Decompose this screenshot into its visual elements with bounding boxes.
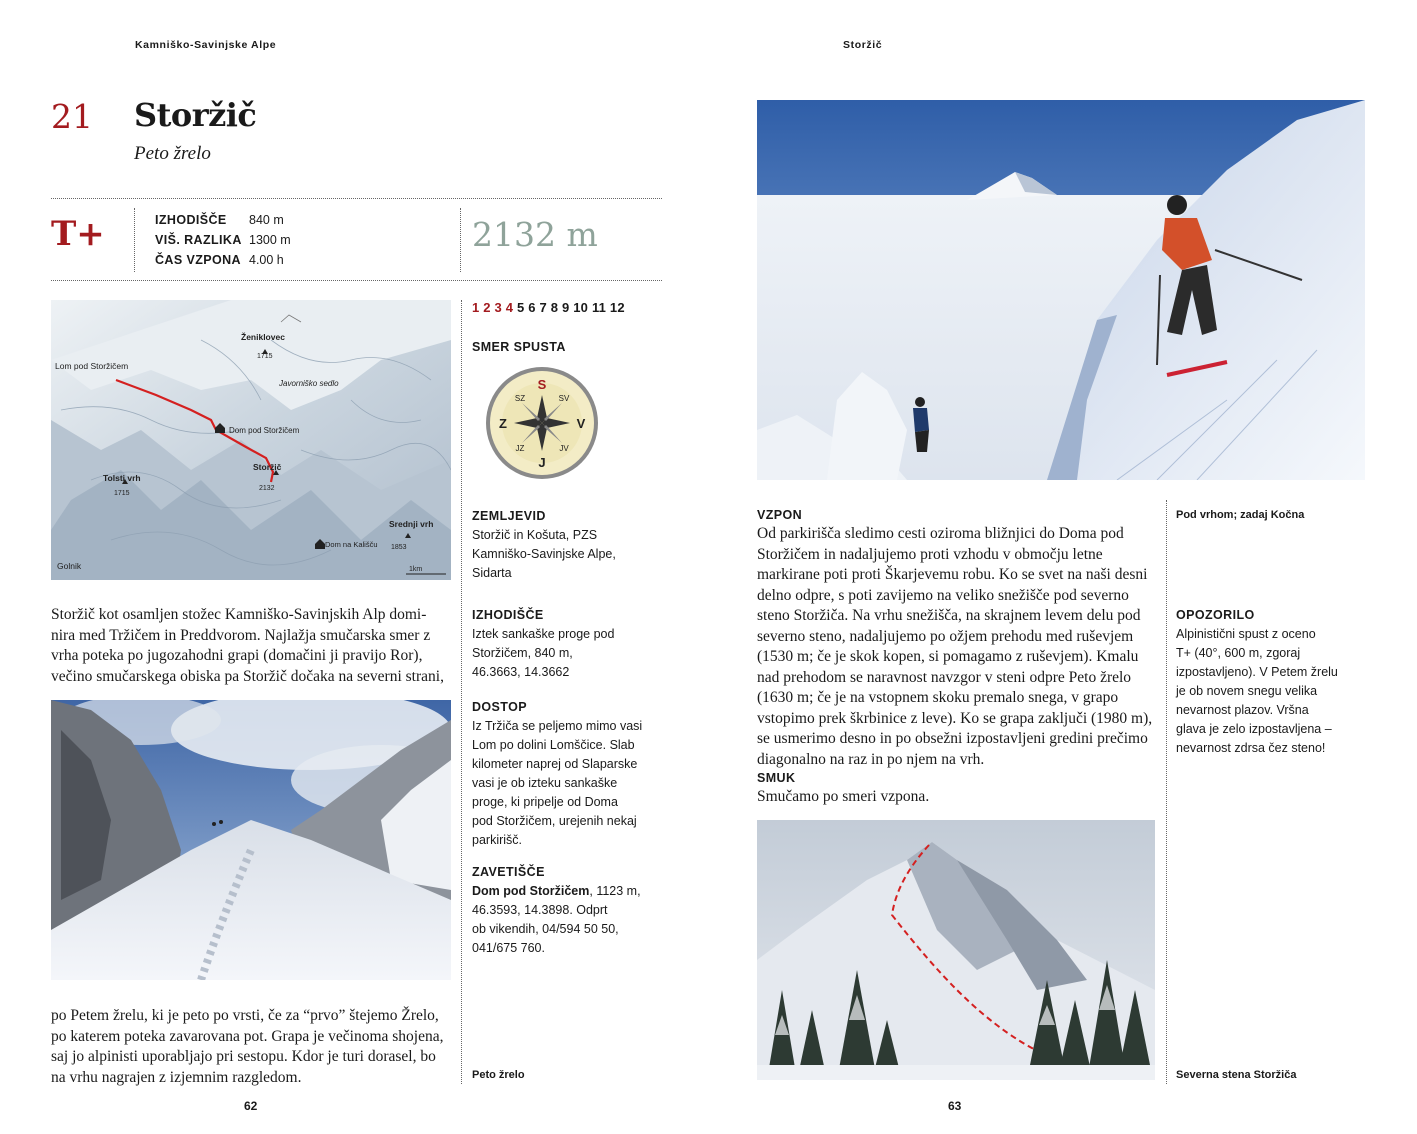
page-number-right: 63 (948, 1099, 962, 1113)
compass-sz: SZ (514, 394, 526, 403)
season-months (472, 300, 625, 315)
map-terrain (51, 300, 451, 580)
text-line: Storžič kot osamljen stožec Kamniško-Savinjskih Alp domi- (51, 606, 427, 623)
month-6: 6 (528, 300, 536, 315)
month-2: 2 (483, 300, 491, 315)
map-label-storzic: Storžič (253, 462, 282, 472)
smuk-text: Smučamo po smeri vzpona. (757, 788, 930, 805)
compass-sv: SV (558, 394, 570, 403)
map-label-zeniklovec: Ženiklovec (241, 332, 285, 342)
route-number: 21 (51, 97, 93, 136)
map-label-srednji-alt: 1853 (391, 544, 407, 551)
sidebar-izhodisce (472, 606, 657, 682)
vzpon-line: nad prehodom se naravnost navzgor v steni odpre Peto žrelo (757, 668, 1132, 686)
month-9: 9 (562, 300, 570, 315)
opozorilo-line: Alpinistični spust z oceno (1176, 627, 1316, 641)
map-label-tolsti: Tolsti vrh (103, 473, 141, 483)
compass-jz: JZ (515, 444, 525, 453)
text-line: vrha poteka po jugozahodni grapi (domačini ji pravijo Ror), (51, 647, 423, 664)
text-line: na vrhu nagrajen z izjemnim razgledom. (51, 1068, 302, 1086)
photo-peto-zrelo (51, 700, 451, 980)
vzpon-line: diagonalno na raz in po njem na vrh. (757, 750, 985, 768)
month-3: 3 (494, 300, 502, 315)
running-head-right: Storžič (843, 39, 883, 51)
vzpon-line: delno odpre, s poti zavijemo na veliko snežišče pod severno (757, 586, 1129, 604)
compass-z: Z (499, 416, 507, 431)
compass-s: S (537, 377, 547, 392)
map-label-golnik: Golnik (57, 561, 82, 571)
stat-value: 4.00 h (249, 253, 284, 267)
izhodisce-line: 46.3663, 14.3662 (472, 665, 570, 679)
sidebar-zemljevid (472, 507, 657, 583)
vzpon-line: steno Storžiča. Na vrhu snežišča, na skrajnem levem delu pod (757, 607, 1141, 624)
stat-label: IZHODIŠČE (155, 213, 227, 227)
opozorilo-line: glava je zelo izpostavljena – (1176, 722, 1332, 736)
opozorilo-heading: OPOZORILO (1176, 608, 1255, 622)
dostop-line: Lom po dolini Lomščice. Slab (472, 738, 635, 752)
page-number-left: 62 (244, 1099, 258, 1113)
text-line: saj jo alpinisti uporabljajo pri sestopu. Kdor je turi dorasel, bo (51, 1048, 436, 1065)
map-label-tolsti-alt: 1715 (114, 490, 130, 497)
summit-altitude: 2132 m (472, 215, 598, 254)
stat-label: VIŠ. RAZLIKA (155, 233, 242, 247)
vzpon-heading: VZPON (757, 508, 803, 522)
zavetisce-heading: ZAVETIŠČE (472, 865, 545, 879)
photo-caption-summit: Pod vrhom; zadaj Kočna (1176, 509, 1305, 521)
compass-jv: JV (559, 444, 569, 453)
map-scale-label: 1km (409, 566, 423, 573)
dostop-line: pod Storžičem, urejenih nekaj (472, 814, 637, 828)
zavetisce-name: Dom pod Storžičem (472, 884, 590, 898)
map-label-lom: Lom pod Storžičem (55, 361, 129, 371)
dostop-line: kilometer naprej od Slaparske (472, 757, 638, 771)
zavetisce-first-line (472, 882, 657, 901)
vzpon-line: vstopimo prek škrbinice z leve). Ko se grapa zaključi (1980 m), (757, 709, 1153, 727)
compass-icon (484, 365, 600, 481)
dostop-line: proge, ki pripelje od Doma (472, 795, 618, 809)
opozorilo-line: je ob novem snegu velika (1176, 684, 1318, 698)
stats-block (155, 210, 291, 270)
opozorilo-section (1176, 606, 1376, 758)
divider-top (51, 198, 662, 199)
divider-bottom (51, 280, 662, 281)
opozorilo-line: T+ (40°, 600 m, zgoraj (1176, 646, 1301, 660)
intro-text-1 (51, 605, 456, 687)
intro-text-2 (51, 1006, 456, 1088)
route-map (51, 300, 451, 580)
compass-j: J (538, 455, 546, 470)
izhodisce-line: Iztek sankaške proge pod (472, 627, 615, 641)
dostop-heading: DOSTOP (472, 700, 527, 714)
month-4: 4 (505, 300, 514, 315)
zavetisce-line: ob vikendih, 04/594 50 50, (472, 922, 619, 936)
map-label-zeniklovec-alt: 1715 (257, 353, 273, 360)
text-line: nira med Tržičem in Preddvorom. Najlažja smučarska smer z (51, 626, 431, 644)
opozorilo-line: nevarnost zdrsa čez steno! (1176, 741, 1326, 755)
right-sidebar-divider (1166, 500, 1167, 1084)
month-5: 5 (517, 300, 525, 315)
compass-v: V (576, 416, 586, 431)
month-7: 7 (539, 300, 547, 315)
izhodisce-line: Storžičem, 840 m, (472, 646, 573, 660)
month-1: 1 (472, 300, 480, 315)
text-line: večino smučarskega obiska pa Storžič dočaka na severni strani, (51, 667, 444, 685)
photo-caption-north-face: Severna stena Storžiča (1176, 1069, 1297, 1081)
vzpon-line: se usmerimo desno in po obsežni izpostavljeni gredini prečimo (757, 730, 1148, 747)
photo-north-face (757, 820, 1155, 1080)
vzpon-line: (1630 m; če je na vstopnem skoku premalo snega, v grapo (757, 689, 1119, 706)
month-8: 8 (550, 300, 559, 315)
zemljevid-line: Storžič in Košuta, PZS (472, 528, 598, 542)
dostop-line: vasi je ob izteku sankaške (472, 776, 618, 790)
zemljevid-heading: ZEMLJEVID (472, 509, 546, 523)
sidebar-zavetisce (472, 863, 657, 958)
map-label-srednji: Srednji vrh (389, 519, 434, 529)
opozorilo-line: izpostavljeno). V Petem žrelu (1176, 665, 1338, 679)
dostop-line: Iz Tržiča se peljemo mimo vasi (472, 719, 643, 733)
month-10: 10 (573, 300, 589, 315)
zavetisce-line: 46.3593, 14.3898. Odprt (472, 903, 608, 917)
map-label-kalisce: Dom na Kališču (325, 540, 378, 549)
sidebar-divider (461, 300, 462, 1084)
divider-vertical-1 (134, 208, 135, 272)
month-11: 11 (591, 300, 607, 315)
running-head-left: Kamniško-Savinjske Alpe (135, 39, 277, 51)
descent-direction-heading: SMER SPUSTA (472, 340, 566, 354)
zavetisce-altitude: , 1123 m, (589, 884, 641, 898)
map-label-dom: Dom pod Storžičem (229, 426, 300, 435)
text-line: po Petem žrelu, ki je peto po vrsti, če za “prvo” štejemo Žrelo, (51, 1007, 439, 1024)
vzpon-line: severno steno, nadaljujemo po ožjem prehodu med ruševjem (757, 627, 1134, 645)
zavetisce-line: 041/675 760. (472, 941, 545, 955)
photo-caption-peto-zrelo: Peto žrelo (472, 1069, 525, 1081)
zemljevid-line: Kamniško-Savinjske Alpe, (472, 547, 616, 561)
page-subtitle: Peto žrelo (134, 143, 211, 164)
stat-value: 1300 m (249, 233, 291, 247)
text-line: po katerem poteka zavarovana pot. Grapa je večinoma shojena, (51, 1027, 444, 1045)
opozorilo-line: nevarnost plazov. Vršna (1176, 703, 1309, 717)
stat-value: 840 m (249, 213, 284, 227)
month-12: 12 (609, 300, 625, 315)
vzpon-line: Storžičem in nadaljujemo proti vzhodu v območju letne (757, 545, 1103, 563)
izhodisce-heading: IZHODIŠČE (472, 608, 544, 622)
zemljevid-line: Sidarta (472, 566, 512, 580)
stat-label: ČAS VZPONA (155, 253, 241, 267)
smuk-heading: SMUK (757, 771, 796, 785)
difficulty-grade: T+ (51, 214, 105, 254)
vzpon-line: Od parkirišča sledimo cesti oziroma bližnjici do Doma pod (757, 525, 1124, 542)
vzpon-line: (1530 m; če je skok kopen, si pomagamo z ruševjem). Kmalu (757, 648, 1139, 665)
vzpon-section (757, 507, 1162, 808)
map-label-javornisko: Javorniško sedlo (279, 379, 339, 388)
dostop-line: parkirišč. (472, 833, 523, 847)
divider-vertical-2 (460, 208, 461, 272)
page-title: Storžič (134, 96, 257, 134)
vzpon-line: markirane poti proti Škarjevemu robu. Ko se svet na naši desni (757, 566, 1148, 583)
sidebar-dostop (472, 698, 657, 850)
photo-summit-skier (757, 100, 1365, 480)
map-label-storzic-alt: 2132 (259, 485, 275, 492)
